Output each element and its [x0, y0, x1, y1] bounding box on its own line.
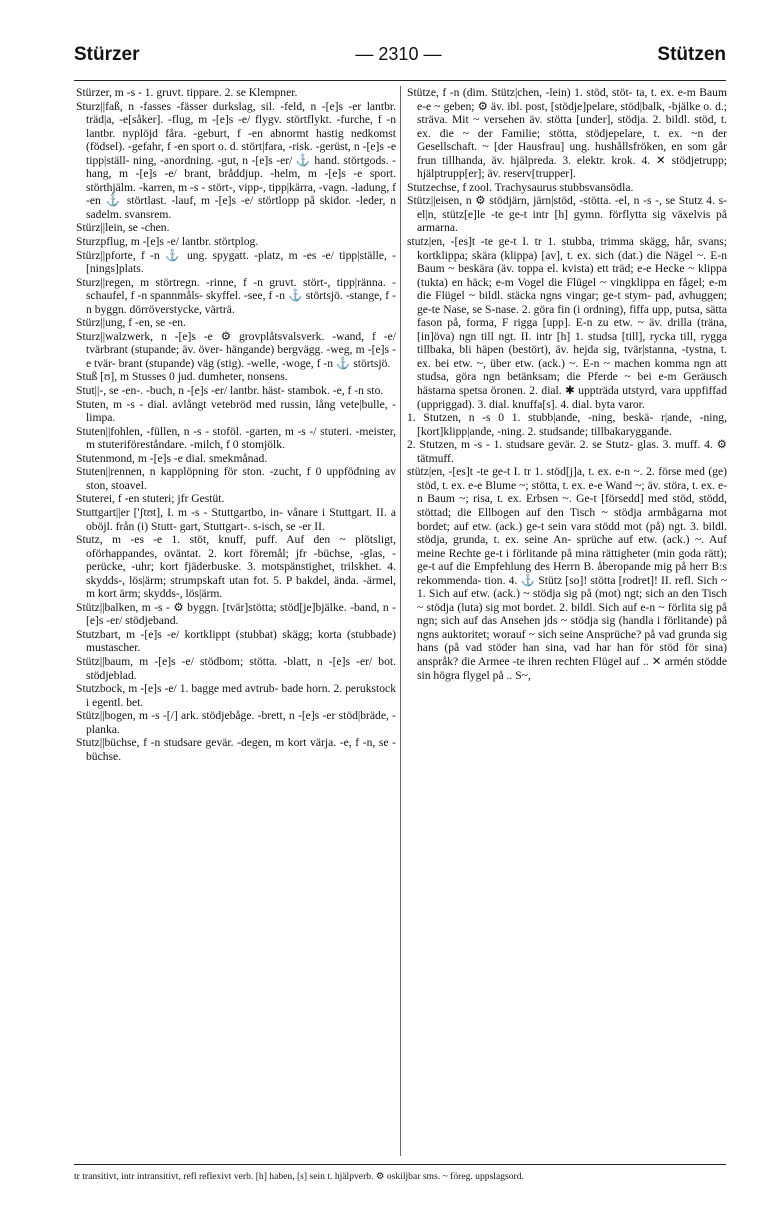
dictionary-entry: Stürz||pforte, f -n ⚓ ung. spygatt. -platz, m -es -e/ tipp|ställe, -[nings]plats.: [76, 248, 396, 276]
dictionary-entry: Stuten||fohlen, -füllen, n -s - stoföl. -garten, m -s -/ stuteri. -meister, m stuteriföreståndare. -milch, f 0 stomjölk.: [76, 424, 396, 452]
dictionary-entry: Stütz||balken, m -s - ⚙ byggn. [tvär]stötta; stöd[je]bjälke. -band, n -[e]s -er/ stödjeband.: [76, 600, 396, 628]
dictionary-entry: Stuterei, f -en stuteri; jfr Gestüt.: [76, 492, 225, 506]
dictionary-entry: Sturz||faß, n -fasses -fässer durkslag, sil. -feld, n -[e]s -er lantbr. träd|a, -e[såker]. -flug, m -[e]s -e/ flygv. störtflykt. -furche, f -n lantbr. nyplöjd fåra. -geburt, f -en abnormt hastig nedkomst (födsel). -gefahr, f -en sport o. d. stört|fara, -risk. -gerüst, n -[e]s -e tipp|ställ- ning, -anordning. -gut, n -[e]s -er/ ⚓ hand. störtgods. -hang, m -[e]s -e/ brant, bråddjup. -helm, m -[e]s -e sport. störthjälm. -karren, m -s - stört-, vipp-, tipp|kärra, -vagn. -ladung, f -en ⚓ störtlast. -lauf, m -[e]s -e/ störtlopp på skidor. -leder, n sadelm. svansrem.: [76, 99, 396, 221]
dictionary-entry: Stutzbart, m -[e]s -e/ kortklippt (stubbat) skägg; korta (stubbade) mustascher.: [76, 627, 396, 655]
footer-rule: [74, 1164, 726, 1165]
dictionary-entry: Stuten||rennen, n kapplöpning för ston. -zucht, f 0 uppfödning av ston, stoavel.: [76, 465, 396, 492]
dictionary-entry: Sturz||regen, m störtregn. -rinne, f -n gruvt. stört-, tipp|ränna. -schaufel, f -n spannmåls- skyffel. -see, f -n ⚓ störtsjö. -stange, f -n byggn. dörröverstycke, värträ.: [76, 275, 396, 316]
dictionary-entry: Stut||-, se -en-. -buch, n -[e]s -er/ lantbr. häst- stambok. -e, f -n sto.: [76, 384, 384, 398]
header-left-word: Stürzer: [74, 44, 140, 65]
dictionary-entry: Stutzbock, m -[e]s -e/ 1. bagge med avtrub- bade horn. 2. perukstock i egentl. bet.: [76, 682, 396, 709]
dictionary-entry: Stutzechse, f zool. Trachysaurus stubbsvansödla.: [407, 180, 634, 194]
dictionary-entry: Stuten, m -s - dial. avlångt vetebröd med russin, lång vete|bulle, -limpa.: [76, 397, 396, 425]
dictionary-entry: 2. Stutzen, m -s - 1. studsare gevär. 2. se Stutz- glas. 3. muff. 4. ⚙ tätmuff.: [407, 438, 727, 465]
column-divider: [400, 86, 401, 1156]
page-header: [74, 44, 726, 74]
dictionary-entry: Stütze, f -n (dim. Stütz|chen, -lein) 1. stöd, stöt- ta, t. ex. e-m Baum e-e ~ geben; ⚙ äv. ibl. post, [stödje]pelare, stöd|balk, -bjälke o. d.; sträva. Mit ~ versehen äv. stötta [under], stödja. 2. bildl. stöd, t. ex. die ~ der Familie; stötta, stödjepelare, t. ex. ~n der Gesellschaft. ~ [der Hausfrau] ung. hushållsfröken, en som går frun tillhanda, äv. hjälpreda. 3. elektr. krok. 4. ✕ stödjetrupp; hjälptrupp[er]; äv. reserv[trupper].: [407, 86, 727, 181]
dictionary-entry: stütz|en, -[es]t -te ge-t I. tr 1. stöd[j]a, t. ex. e-n ~. 2. förse med (ge) stöd, t. ex. e-e Blume ~; stötta, t. ex. e-e Wand ~; äv. störa, t. ex. e-n Baum ~; risa, t. ex. Erbsen ~. Ge-t [försedd] med stöd, stödd, stöttad; die Ellbogen auf den Tisch ~ stödja armbågarna mot bordet; auf etw. (ack.) ge-t sein vara stödd mot (på) ngt. 3. bildl. stödja, grunda, t. ex. seine An- sprüche auf etw. (ack.) ~. Auf meine Rechte ge-t i förlitande på mina rättigheter (min goda rätt); ge-t auf die Empfehlung des Herrn B. åberopande mig på herr B:s rekommenda- tion. 4. ⚓ Stütz [so]! stötta [rodret]! II. refl. Sich ~ 1. Sich auf etw. (ack.) ~ stödja sig på (mot) ngt; sich an den Tisch ~ stödja (luta) sig mot bordet. 2. bildl. Sich auf e-n ~ förlita sig på ngn; sich auf das Ansehen jds ~ stödja sig (handla i förlitande) på ngns auktoritet; worauf ~ sich seine Ansprüche? på vad grunda sig hans (på vad stöder han sina, vad har han för stöd för sina) anspråk? die Armee -te ihren rechten Flügel auf .. ✕ armén stödde sin högra flygel på .. S~,: [407, 465, 727, 682]
dictionary-entry: 1. Stutzen, n -s 0 1. stubb|ande, -ning, beskä- r|ande, -ning, [kort]klipp|ande, -ning. 2. studsande; tillbakaryggande.: [407, 411, 727, 438]
dictionary-entry: Sturz||walzwerk, n -[e]s -e ⚙ grovplåtsvalsverk. -wand, f -e/ tvärbrant (stupande; äv. över- hängande) bergvägg. -weg, m -[e]s -e tvär- brant (stupande) väg (stig). -welle, -woge, f -n ⚓ störtsjö.: [76, 329, 396, 370]
header-rule: [74, 80, 726, 81]
dictionary-entry: Stütz||baum, m -[e]s -e/ stödbom; stötta. -blatt, n -[e]s -er/ bot. stödjeblad.: [76, 654, 396, 682]
dictionary-entry: stutz|en, -[es]t -te ge-t I. tr 1. stubba, trimma skägg, hår, svans; kortklippa; skära (klippa) [av], t. ex. sich (dat.) die Nägel ~. E-n Baum ~ beskära (äv. toppa el. kvista) ett träd; e-e Hecke ~ klippa (tukta) en häck; e-m Vogel die Flügel ~ vingklippa en fågel; e-m die Flügel ~ bildl. stäcka ngns vingar; ge-t stym- pad, avhuggen; ge-te Nase, se S-nase. 2. göra fin (i ordning), fiffa upp, putsa, sätta fason på, forma, F rigga [upp]. E-n zu etw. ~ äv. drilla (träna, [in]öva) ngn till ngt. II. intr [h] 1. studsa [till], rycka till, rygga tillbaka, bli häpen (bestört), äv. hejda sig, tvär|stanna, -tystna, t. ex. bei etw. ~, über etw. (ack.) ~. E-n ~ machen komma ngn att studsa, göra ngn betänksam; die Pferde ~ bei e-m Geräusch hästarna spetsa öronen. 2. dial. ✱ uppträda utstyrd, vara uppfiffad (uppriggad). 3. dial. knuffa[s]. 4. dial. byta varor.: [407, 235, 727, 411]
dictionary-entry: Stutenmond, m -[e]s -e dial. smekmånad.: [76, 451, 268, 465]
dictionary-entry: Stutz||büchse, f -n studsare gevär. -degen, m kort värja. -e, f -n, se -büchse.: [76, 736, 396, 763]
header-right-word: Stützen: [657, 44, 726, 65]
dictionary-entry: Stürz||lein, se -chen.: [76, 221, 170, 235]
dictionary-entry: Stürzer, m -s - 1. gruvt. tippare. 2. se Klempner.: [76, 86, 298, 99]
dictionary-entry: Stuß [ʊ], m Stusses 0 jud. dumheter, nonsens.: [76, 370, 288, 384]
dictionary-entry: Stürz||ung, f -en, se -en.: [76, 316, 186, 330]
dictionary-entry: Stutz, m -es -e 1. stöt, knuff, puff. Auf den ~ plötsligt, oförhappandes, oväntat. 2. kort föremål; jfr -büchse, -glas, -perücke, -uhr; kort fjäderbuske. 3. motspänstighet, trilskhet. 4. skydds-, lös|ärm; strumpskaft utan fot. 5. P bakdel, ända. -ärmel, m kort ärm; skydds-, lös|ärm.: [76, 533, 396, 601]
dictionary-entry: Sturzpflug, m -[e]s -e/ lantbr. störtplog.: [76, 235, 259, 249]
page-number: — 2310 —: [355, 44, 442, 64]
dictionary-entry: Stuttgart||er ['ʃtʊt], I. m -s - Stuttgartbo, in- vånare i Stuttgart. II. a oböjl. från (i) Stutt- gart, Stuttgart-. s-isch, se -er II.: [76, 505, 396, 533]
left-column: [76, 86, 396, 763]
right-column: [407, 86, 727, 682]
dictionary-entry: Stütz||bogen, m -s -[/] ark. stödjebåge. -brett, n -[e]s -er stöd|bräde, -planka.: [76, 709, 396, 736]
abbreviation-footer: tr transitivt, intr intransitivt, refl reflexivt verb. [h] haben, [s] sein t. hjälpverb. ⚙ oskiljbar sms. ~ föreg. uppslagsord.: [74, 1171, 524, 1182]
dictionary-entry: Stütz||eisen, n ⚙ stödjärn, järn|stöd, -stötta. -el, n -s -, se Stutz 4. s-el|n, stütz[e]le -te ge-t intr [h] gymn. förflytta sig växelvis på armarna.: [407, 194, 727, 235]
